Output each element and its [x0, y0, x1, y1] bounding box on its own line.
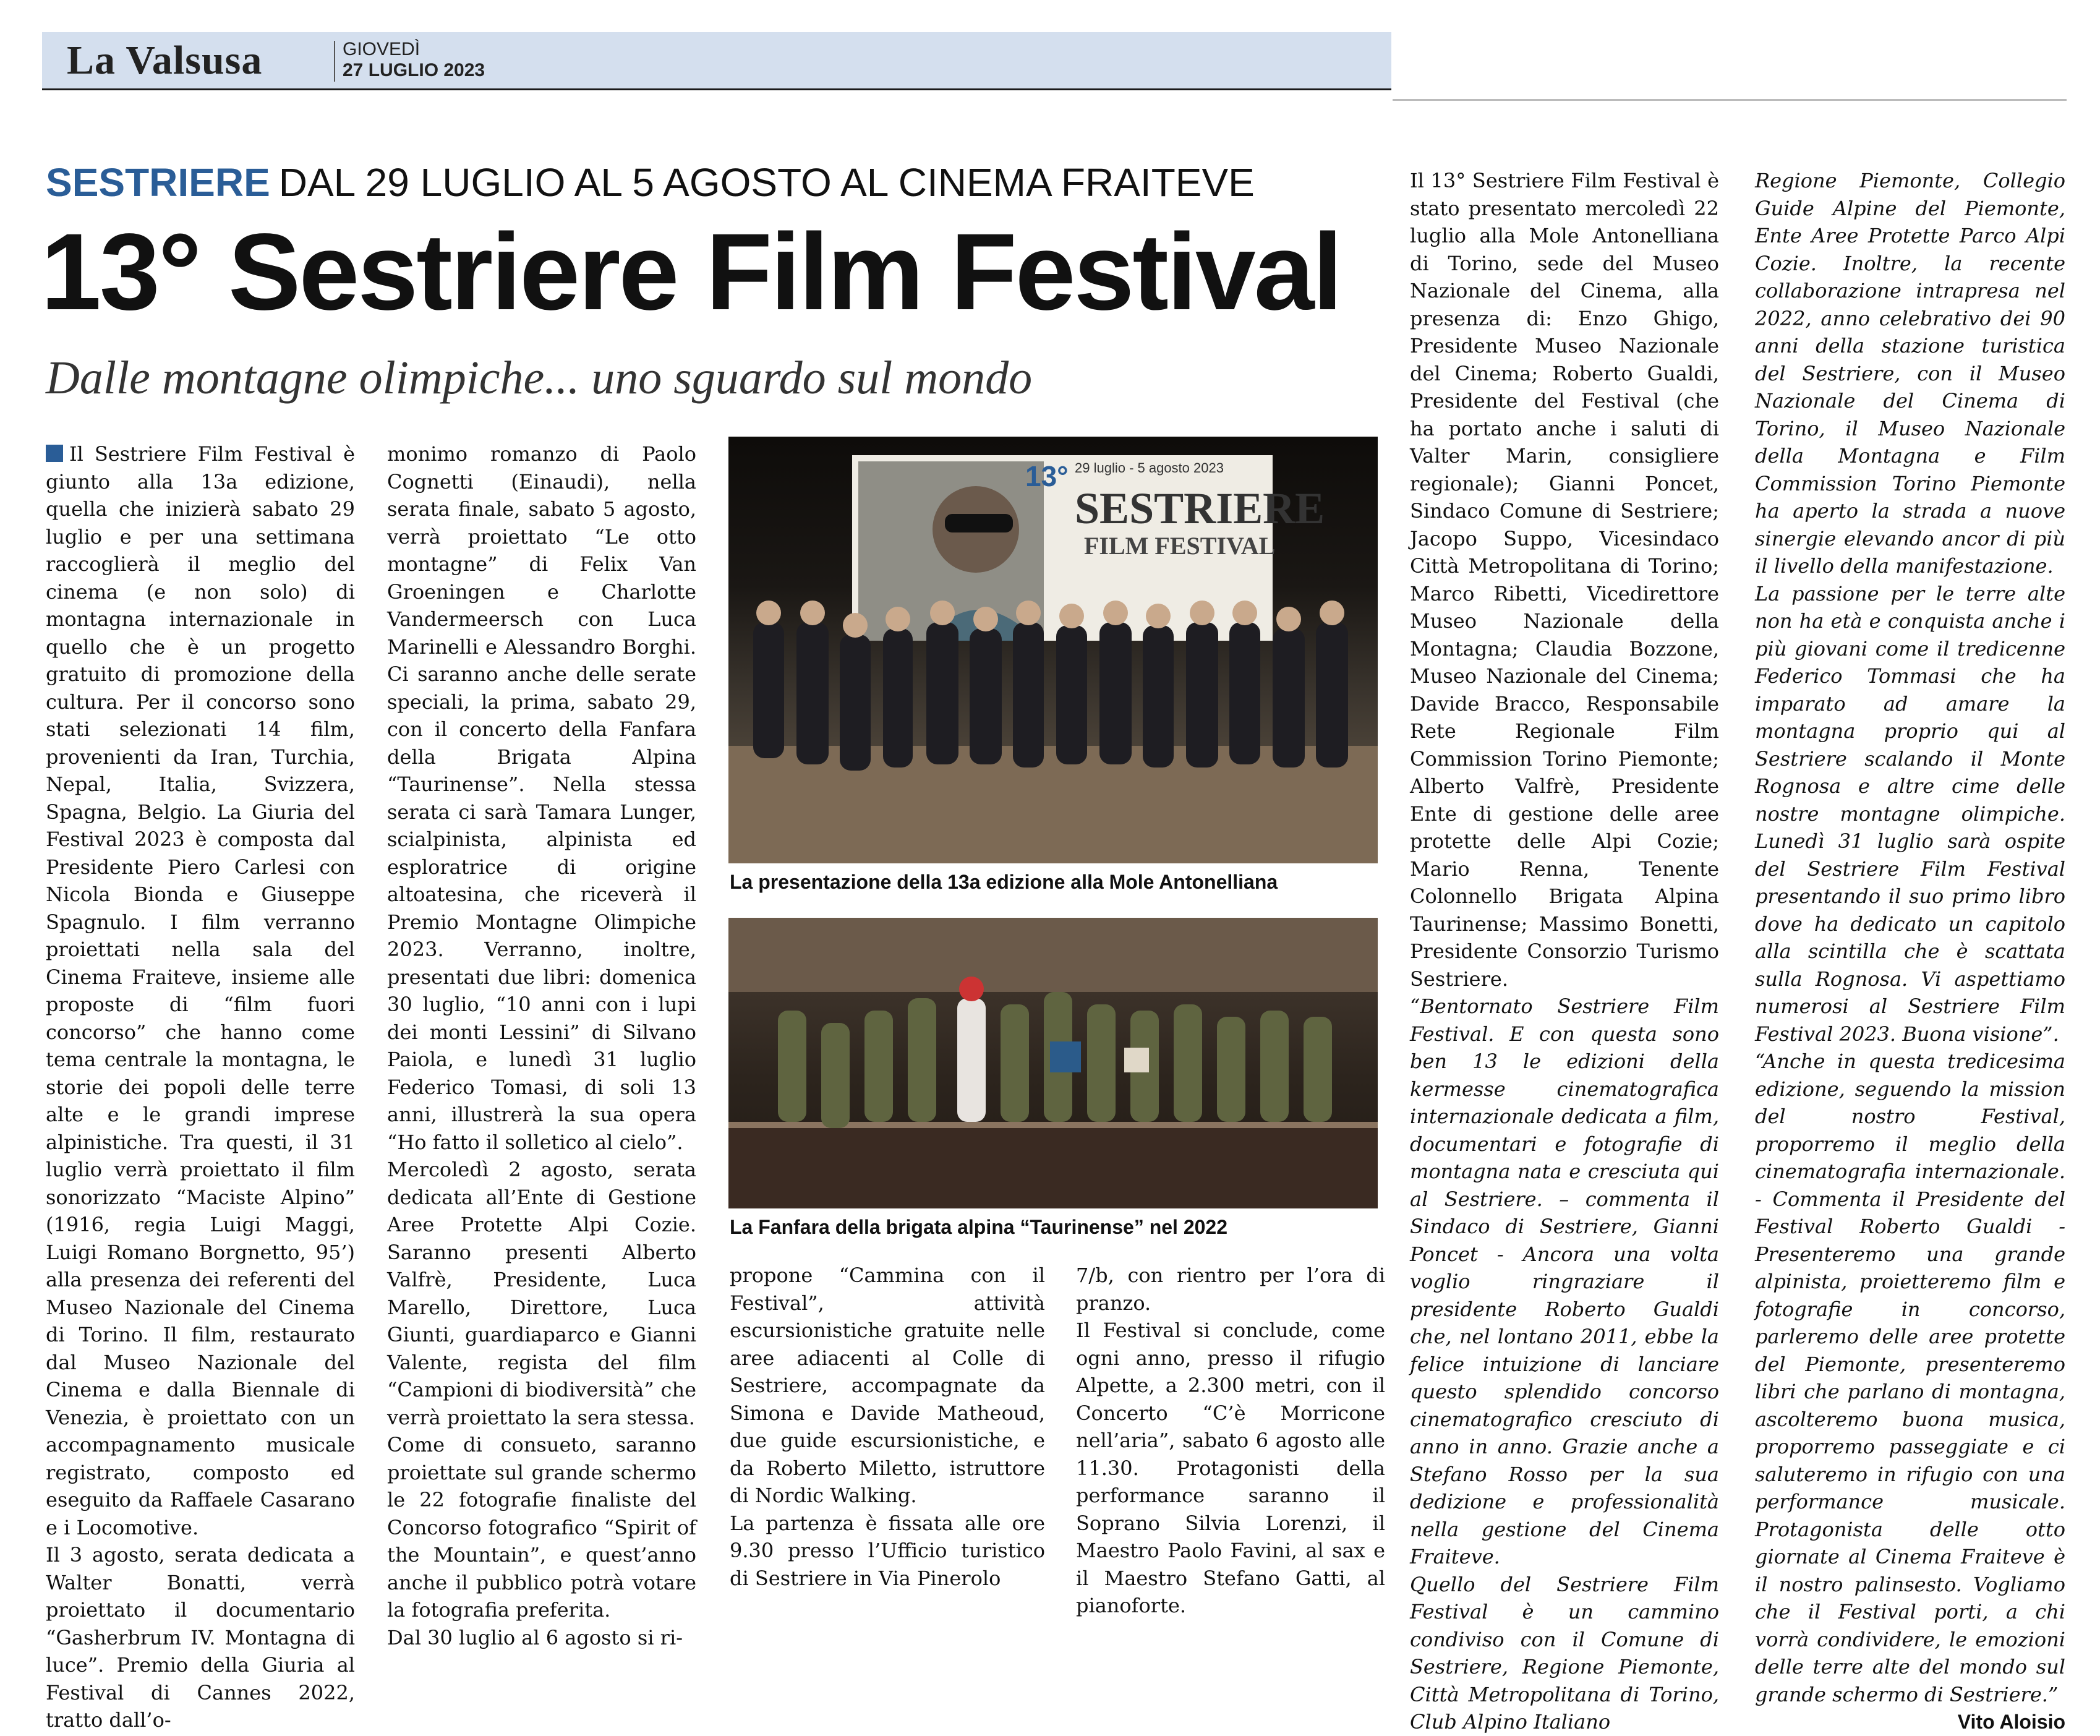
col4-paragraph-1: 7/b, con rientro per l’ora di pranzo.	[1076, 1264, 1385, 1315]
article-column-6	[1755, 167, 2065, 1733]
photo-presentation	[728, 437, 1378, 863]
article-column-1	[46, 440, 355, 1732]
issue-date: 27 LUGLIO 2023	[343, 60, 485, 80]
masthead: La Valsusa	[67, 38, 263, 83]
col6-paragraph-1: Regione Piemonte, Collegio Guide Alpine del Piemonte, Ente Aree Protette Parco Alpi Cozie. Inoltre, la recente collaborazione intrapresa nel 2022, anno celebrativo dei 90 anni della stazione turistica del Sestriere, con il Museo Nazionale del Cinema di Torino, il Museo Nazionale della Montagna e Film Commission Torino Piemonte ha aperto la strada a nuove sinergie elevando ancor di più il livello della manifestazione.	[1755, 169, 2065, 578]
screen-subtitle: FILM FESTIVAL	[1084, 532, 1276, 560]
screen-number: 13°	[1025, 460, 1069, 492]
kicker	[46, 160, 1255, 205]
article-column-4	[1076, 1262, 1385, 1620]
article-column-3	[730, 1262, 1045, 1620]
photo-caption-2: La Fanfara della brigata alpina “Taurinense” nel 2022	[730, 1216, 1228, 1238]
top-rule	[1393, 99, 2067, 101]
col2-paragraph-1: monimo romanzo di Paolo Cognetti (Einaudi), nella serata finale, sabato 5 agosto, verrà proiettato “Le otto montagne” di Felix Van Groeningen e Charlotte Vandermeersch con Luca Marinelli e Alessandro Borghi. Ci saranno anche delle serate speciali, la prima, sabato 29, con il concerto della Fanfara della Brigata Alpina “Taurinense”. Nella stessa serata ci sarà Tamara Lunger, scialpinista, alpinista ed esploratrice di origine altoatesina, che riceverà il Premio Montagne Olimpiche 2023. Verranno, inoltre, presentati due libri: domenica 30 luglio, “10 anni con i lupi dei monti Lessini” di Silvano Paiola, e lunedì 31 luglio Federico Tomasi, di soli 13 anni, illustrerà la sua opera “Ho fatto il solletico al cielo”.	[387, 442, 696, 1154]
header-divider	[334, 41, 335, 82]
col2-paragraph-4: Dal 30 luglio al 6 agosto si ri-	[387, 1625, 683, 1649]
screen-dates: 29 luglio - 5 agosto 2023	[1075, 460, 1224, 476]
col3-paragraph-2: La partenza è fissata alle ore 9.30 presso l’Ufficio turistico di Sestriere in Via Pinerolo	[730, 1511, 1045, 1590]
presentation-photo-drawing	[728, 437, 1378, 863]
col1-paragraph-2: Il 3 agosto, serata dedicata a Walter Bonatti, verrà proiettato il documentario “Gasherbrum IV. Montagna di luce”. Premio della Giuria al Festival di Cannes 2022, tratto dall’o-	[46, 1543, 355, 1732]
subheadline: Dalle montagne olimpiche... uno sguardo sul mondo	[46, 352, 1033, 404]
col6-paragraph-3: “Anche in questa tredicesima edizione, seguendo la mission del nostro Festival, proporremo il meglio della cinematografia internazionale. - Commenta il Presidente del Festival Roberto Gualdi - Presenteremo una grande alpinista, proietteremo film e fotografie in concorso, parleremo delle aree protette del Piemonte, presenteremo libri che parlano di montagna, ascolteremo buona musica, proporremo passeggiate e ci saluteremo in rifugio con una performance musicale. Protagonista delle otto giornate al Cinema Fraiteve è il nostro palinsesto. Vogliamo che il Festival porti, a chi vorrà condividere, le emozioni delle terre alte del mondo sul grande schermo di Sestriere.”	[1755, 1050, 2065, 1706]
kicker-text: DAL 29 LUGLIO AL 5 AGOSTO AL CINEMA FRAITEVE	[278, 160, 1255, 205]
article-start-marker	[46, 445, 63, 462]
col2-paragraph-2: Mercoledì 2 agosto, serata dedicata all’Ente di Gestione Aree Protette Alpi Cozie. Saranno presenti Alberto Valfrè, Presidente, Luca Marello, Direttore, Luca Giunti, guardiaparco e Gianni Valente, regista del film “Campioni di biodiversità” che verrà proiettato la sera stessa.	[387, 1158, 696, 1429]
col5-quote: “Bentornato Sestriere Film Festival. E con questa sono ben 13 le edizioni della kermesse cinematografica internazionale dedicata a film, documentari e fotografie di montagna nata e cresciuta qui al Sestriere. – commenta il Sindaco di Sestriere, Gianni Poncet - Ancora una volta voglio ringraziare il presidente Roberto Gualdi che, nel lontano 2011, ebbe la felice intuizione di lanciare questo splendido concorso cinematografico cresciuto di anno in anno. Grazie anche a Stefano Rosso per la sua dedizione e professionalità nella gestione del Cinema Fraiteve.	[1410, 994, 1719, 1568]
article-column-5	[1410, 167, 1719, 1734]
headline: 13° Sestriere Film Festival	[41, 212, 1341, 333]
col2-paragraph-3: Come di consueto, saranno proiettate sul grande schermo le 22 fotografie finaliste del Concorso fotografico “Spirit of the Mountain”, e quest’anno anche il pubblico potrà votare la fotografia preferita.	[387, 1433, 696, 1622]
screen-title: SESTRIERE	[1075, 484, 1325, 533]
col6-paragraph-2: La passione per le terre alte non ha età e conquista anche i più giovani come il tredicenne Federico Tommasi che ha imparato ad amare la montagna proprio qui al Sestriere scalando il Monte Rognosa e altre cime delle nostre montagne olimpiche. Lunedì 31 luglio sarà ospite del Sestriere Film Festival presentando il suo primo libro dove ha dedicato un capitolo alla scintilla che è scattata sulla Rognosa. Vi aspettiamo numerosi al Sestriere Film Festival 2023. Buona visione”.	[1755, 581, 2065, 1046]
photo-fanfara	[728, 918, 1378, 1208]
col1-text: Il Sestriere Film Festival è giunto alla 13a edizione, quella che inizierà sabato 29 luglio e per una settimana raccoglierà il meglio del cinema (e non solo) di montagna internazionale in quello che è un progetto gratuito di promozione della cultura. Per il concorso sono stati selezionati 14 film, provenienti da Iran, Turchia, Nepal, Italia, Svizzera, Spagna, Belgio. La Giuria del Festival 2023 è composta dal Presidente Piero Carlesi con Nicola Bionda e Giuseppe Spagnulo. I film verranno proiettati nella sala del Cinema Fraiteve, insieme alle proposte di “film fuori concorso” che hanno come tema centrale la montagna, le storie dei popoli delle terre alte e le grandi imprese alpinistiche. Tra questi, il 31 luglio verrà proiettato il film sonorizzato “Maciste Alpino” (1916, regia Luigi Maggi, Luigi Romano Borgnetto, 95’) alla presenza dei referenti del Museo Nazionale del Cinema di Torino. Il film, restaurato dal Museo Nazionale del Cinema e dalla Biennale di Venezia, è proiettato con un accompagnamento musicale registrato, composto ed eseguito da Raffaele Casarano e i Locomotive.	[46, 442, 355, 1539]
col3-paragraph-1: propone “Cammina con il Festival”, attività escursionistiche gratuite nelle aree adiacenti al Colle di Sestriere, accompagnate da Simona e Davide Matheoud, due guide escursionistiche, e da Roberto Miletto, istruttore di Nordic Walking.	[730, 1264, 1045, 1507]
author-signature: Vito Aloisio	[1957, 1711, 2065, 1733]
kicker-place: SESTRIERE	[46, 160, 270, 205]
col5-paragraph-1: Il 13° Sestriere Film Festival è stato presentato mercoledì 22 luglio alla Mole Antonelliana di Torino, sede del Museo Nazionale del Cinema, alla presenza di: Enzo Ghigo, Presidente Museo Nazionale del Cinema; Roberto Gualdi, Presidente del Festival (che ha portato anche i saluti di Valter Marin, consigliere regionale); Gianni Poncet, Sindaco Comune di Sestriere; Jacopo Suppo, Vicesindaco Città Metropolitana di Torino; Marco Ribetti, Vicedirettore Museo Nazionale della Montagna; Claudia Bozzone, Museo Nazionale del Cinema; Davide Bracco, Responsabile Rete Regionale Film Commission Torino Piemonte; Alberto Valfrè, Presidente Ente di gestione delle aree protette delle Alpi Cozie; Mario Renna, Tenente Colonnello Brigata Alpina Taurinense; Massimo Bonetti, Presidente Consorzio Turismo Sestriere.	[1410, 169, 1719, 991]
col5-quote-2: Quello del Sestriere Film Festival è un cammino condiviso con il Comune di Sestriere, Regione Piemonte, Città Metropolitana di Torino, Club Alpino Italiano	[1410, 1572, 1719, 1734]
issue-day: GIOVEDÌ	[343, 39, 420, 59]
fanfara-photo-drawing	[728, 918, 1378, 1208]
photo-caption-1: La presentazione della 13a edizione alla Mole Antonelliana	[730, 871, 1278, 893]
article-column-2	[387, 440, 696, 1649]
page-header	[42, 32, 1391, 90]
col4-paragraph-2: Il Festival si conclude, come ogni anno, presso il rifugio Alpette, a 2.300 metri, con il Concerto “C’è Morricone nell’aria”, sabato 6 agosto alle 11.30. Protagonisti della performance saranno il Soprano Silvia Lorenzi, il Maestro Paolo Favini, al sax e il Maestro Stefano Gatti, al pianoforte.	[1076, 1319, 1385, 1617]
